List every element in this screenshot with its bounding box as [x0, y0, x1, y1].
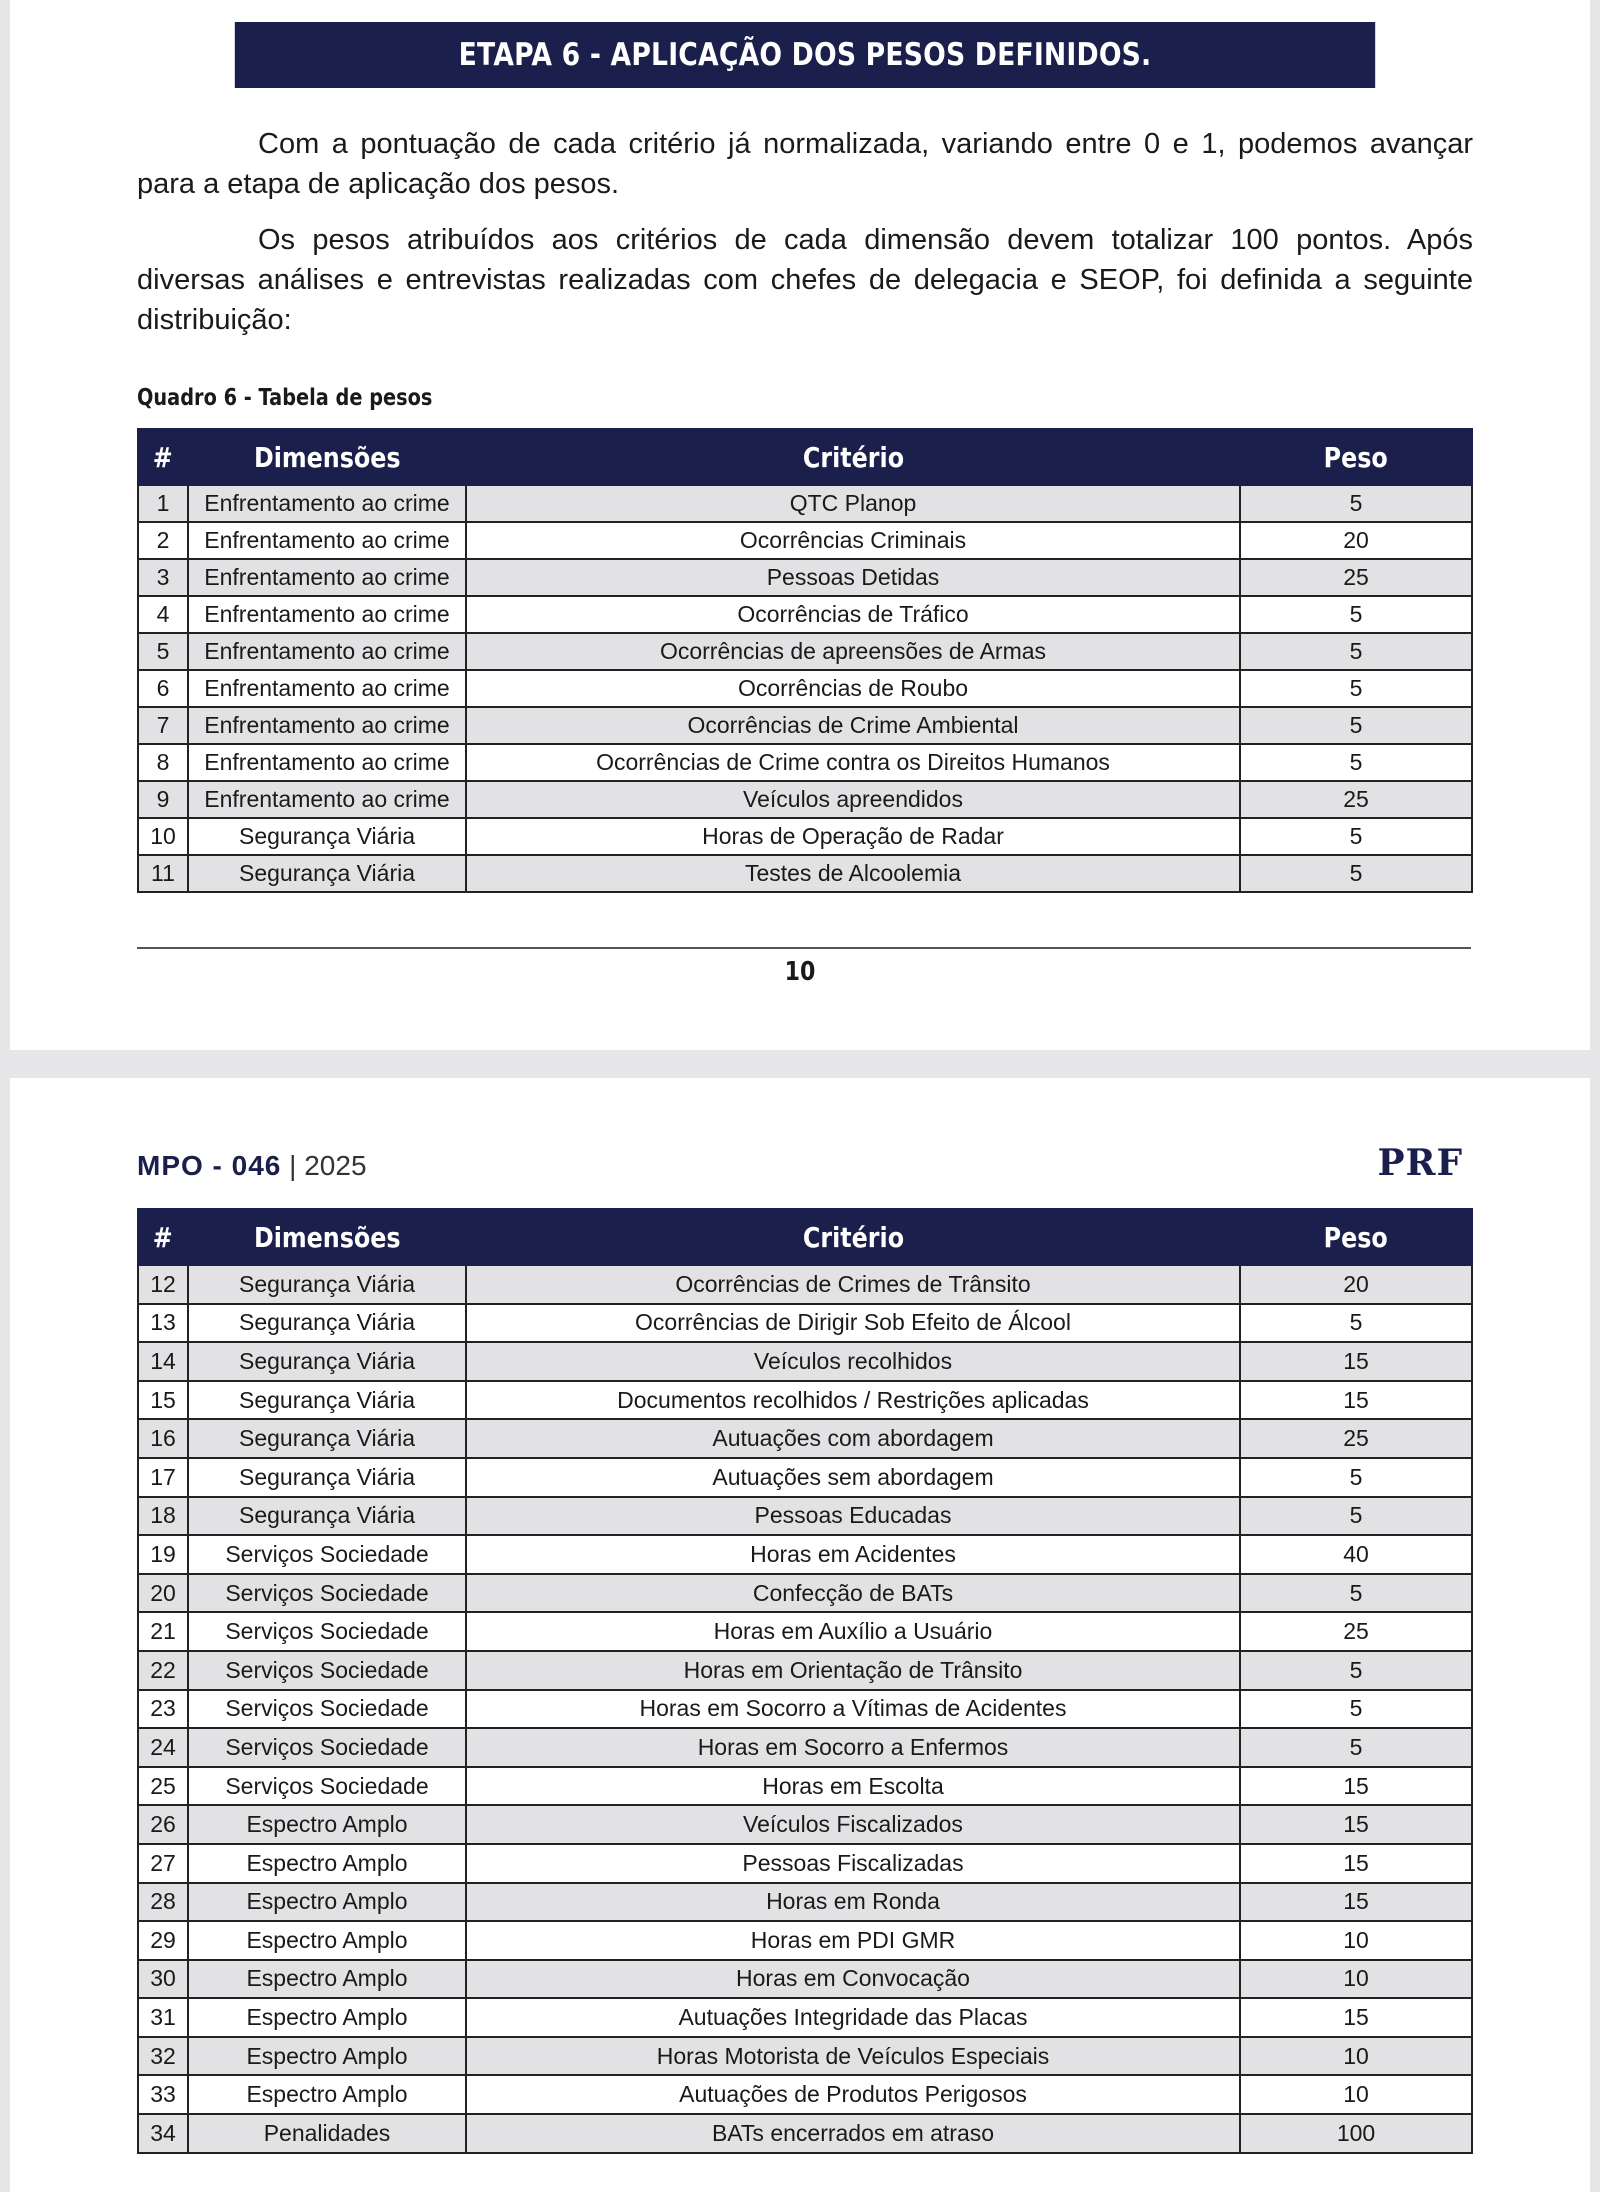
cell-criterion: Pessoas Educadas [466, 1497, 1240, 1536]
header-weight: Peso [1240, 1209, 1472, 1265]
cell-number: 28 [138, 1883, 188, 1922]
cell-weight: 5 [1240, 855, 1472, 892]
table-row [138, 781, 1472, 818]
cell-number: 4 [138, 596, 188, 633]
table-row [138, 559, 1472, 596]
table-row [138, 485, 1472, 522]
cell-criterion: Ocorrências de apreensões de Armas [466, 633, 1240, 670]
cell-dimension: Serviços Sociedade [188, 1574, 466, 1613]
cell-number: 17 [138, 1458, 188, 1497]
doc-code-separator: | [289, 1150, 297, 1181]
cell-number: 25 [138, 1767, 188, 1806]
banner-corner-mark [1450, 20, 1456, 26]
cell-dimension: Enfrentamento ao crime [188, 781, 466, 818]
cell-dimension: Segurança Viária [188, 818, 466, 855]
header-number: # [138, 429, 188, 485]
cell-criterion: Horas em Socorro a Vítimas de Acidentes [466, 1690, 1240, 1729]
cell-weight: 15 [1240, 1998, 1472, 2037]
cell-number: 7 [138, 707, 188, 744]
cell-number: 23 [138, 1690, 188, 1729]
table-row [138, 1612, 1472, 1651]
cell-weight: 5 [1240, 1651, 1472, 1690]
table-row [138, 596, 1472, 633]
cell-criterion: Autuações de Produtos Perigosos [466, 2075, 1240, 2114]
cell-criterion: Horas em PDI GMR [466, 1921, 1240, 1960]
table-row [138, 1805, 1472, 1844]
cell-weight: 15 [1240, 1767, 1472, 1806]
cell-criterion: Veículos Fiscalizados [466, 1805, 1240, 1844]
banner-corner-mark [160, 20, 166, 26]
header-dimensions: Dimensões [188, 1209, 466, 1265]
section-banner-wrap [10, 0, 1590, 100]
document-page-2 [10, 1078, 1590, 2192]
cell-number: 33 [138, 2075, 188, 2114]
cell-weight: 15 [1240, 1883, 1472, 1922]
cell-criterion: Documentos recolhidos / Restrições aplicadas [466, 1381, 1240, 1420]
cell-weight: 5 [1240, 596, 1472, 633]
table-row [138, 818, 1472, 855]
cell-weight: 5 [1240, 1458, 1472, 1497]
table-row [138, 1497, 1472, 1536]
cell-criterion: Horas em Convocação [466, 1960, 1240, 1999]
intro-paragraph: Com a pontuação de cada critério já normalizada, variando entre 0 e 1, podemos avançar para a etapa de aplicação dos pesos. [137, 128, 1473, 200]
cell-dimension: Espectro Amplo [188, 1998, 466, 2037]
footer-rule [137, 947, 1471, 949]
cell-criterion: Ocorrências de Roubo [466, 670, 1240, 707]
table-row [138, 1844, 1472, 1883]
table-row [138, 1767, 1472, 1806]
cell-dimension: Serviços Sociedade [188, 1690, 466, 1729]
cell-criterion: Ocorrências de Crime Ambiental [466, 707, 1240, 744]
cell-dimension: Espectro Amplo [188, 1844, 466, 1883]
cell-criterion: Horas em Ronda [466, 1883, 1240, 1922]
cell-number: 27 [138, 1844, 188, 1883]
cell-criterion: Ocorrências de Crimes de Trânsito [466, 1265, 1240, 1304]
table-row [138, 1304, 1472, 1343]
cell-weight: 15 [1240, 1844, 1472, 1883]
table-row [138, 855, 1472, 892]
cell-weight: 100 [1240, 2114, 1472, 2153]
table-row [138, 1921, 1472, 1960]
table-row [138, 1419, 1472, 1458]
cell-weight: 10 [1240, 2037, 1472, 2076]
cell-criterion: Horas em Escolta [466, 1767, 1240, 1806]
cell-number: 26 [138, 1805, 188, 1844]
cell-criterion: Horas Motorista de Veículos Especiais [466, 2037, 1240, 2076]
cell-weight: 5 [1240, 1690, 1472, 1729]
cell-dimension: Segurança Viária [188, 1497, 466, 1536]
cell-weight: 10 [1240, 1960, 1472, 1999]
cell-weight: 5 [1240, 1304, 1472, 1343]
cell-criterion: Pessoas Fiscalizadas [466, 1844, 1240, 1883]
cell-number: 22 [138, 1651, 188, 1690]
cell-criterion: Confecção de BATs [466, 1574, 1240, 1613]
cell-weight: 5 [1240, 1728, 1472, 1767]
header-criterion: Critério [466, 1209, 1240, 1265]
table-header-row [138, 1209, 1472, 1265]
document-page-1 [10, 0, 1590, 1050]
cell-number: 1 [138, 485, 188, 522]
cell-number: 8 [138, 744, 188, 781]
table-row [138, 1690, 1472, 1729]
cell-weight: 25 [1240, 1419, 1472, 1458]
table-row [138, 2075, 1472, 2114]
table-row [138, 1265, 1472, 1304]
weights-paragraph: Os pesos atribuídos aos critérios de cada dimensão devem totalizar 100 pontos. Após diversas análises e entrevistas realizadas com chefes de delegacia e SEOP, foi definida a seguinte distribuição: [137, 224, 1473, 336]
table-row [138, 670, 1472, 707]
cell-weight: 20 [1240, 1265, 1472, 1304]
cell-weight: 5 [1240, 670, 1472, 707]
cell-dimension: Segurança Viária [188, 1304, 466, 1343]
cell-criterion: Ocorrências de Tráfico [466, 596, 1240, 633]
cell-weight: 15 [1240, 1342, 1472, 1381]
cell-criterion: Horas em Socorro a Enfermos [466, 1728, 1240, 1767]
section-title: ETAPA 6 - APLICAÇÃO DOS PESOS DEFINIDOS. [458, 37, 1152, 73]
table-row [138, 1342, 1472, 1381]
table-row [138, 1381, 1472, 1420]
table-row [138, 633, 1472, 670]
table-row [138, 1574, 1472, 1613]
table-row [138, 1998, 1472, 2037]
cell-dimension: Espectro Amplo [188, 1883, 466, 1922]
cell-weight: 20 [1240, 522, 1472, 559]
cell-criterion: Autuações Integridade das Placas [466, 1998, 1240, 2037]
table-row [138, 2114, 1472, 2153]
cell-number: 32 [138, 2037, 188, 2076]
cell-number: 18 [138, 1497, 188, 1536]
cell-dimension: Segurança Viária [188, 1265, 466, 1304]
table-row [138, 707, 1472, 744]
cell-weight: 10 [1240, 2075, 1472, 2114]
cell-dimension: Espectro Amplo [188, 1960, 466, 1999]
cell-weight: 5 [1240, 744, 1472, 781]
cell-dimension: Enfrentamento ao crime [188, 633, 466, 670]
cell-dimension: Espectro Amplo [188, 1805, 466, 1844]
cell-weight: 10 [1240, 1921, 1472, 1960]
cell-number: 19 [138, 1535, 188, 1574]
cell-number: 34 [138, 2114, 188, 2153]
cell-number: 20 [138, 1574, 188, 1613]
cell-criterion: Veículos apreendidos [466, 781, 1240, 818]
cell-number: 24 [138, 1728, 188, 1767]
table-row [138, 1883, 1472, 1922]
cell-dimension: Serviços Sociedade [188, 1767, 466, 1806]
cell-weight: 5 [1240, 1497, 1472, 1536]
cell-dimension: Enfrentamento ao crime [188, 522, 466, 559]
table-row [138, 1728, 1472, 1767]
prf-logo-text: PRF [1377, 1142, 1463, 1184]
cell-weight: 5 [1240, 707, 1472, 744]
cell-number: 2 [138, 522, 188, 559]
table-row [138, 1535, 1472, 1574]
cell-dimension: Enfrentamento ao crime [188, 596, 466, 633]
cell-criterion: Ocorrências de Crime contra os Direitos Humanos [466, 744, 1240, 781]
section-banner [235, 22, 1375, 88]
cell-weight: 5 [1240, 633, 1472, 670]
header-criterion: Critério [466, 429, 1240, 485]
cell-dimension: Espectro Amplo [188, 2037, 466, 2076]
cell-weight: 25 [1240, 559, 1472, 596]
cell-criterion: BATs encerrados em atraso [466, 2114, 1240, 2153]
table-row [138, 1458, 1472, 1497]
table-row [138, 2037, 1472, 2076]
cell-criterion: QTC Planop [466, 485, 1240, 522]
cell-weight: 5 [1240, 485, 1472, 522]
cell-dimension: Espectro Amplo [188, 1921, 466, 1960]
cell-number: 11 [138, 855, 188, 892]
banner-corner-mark [160, 82, 166, 88]
cell-dimension: Segurança Viária [188, 1381, 466, 1420]
cell-number: 12 [138, 1265, 188, 1304]
cell-criterion: Ocorrências de Dirigir Sob Efeito de Álcool [466, 1304, 1240, 1343]
cell-weight: 15 [1240, 1381, 1472, 1420]
cell-dimension: Segurança Viária [188, 855, 466, 892]
table-caption: Quadro 6 - Tabela de pesos [137, 385, 433, 411]
cell-number: 31 [138, 1998, 188, 2037]
cell-dimension: Segurança Viária [188, 1458, 466, 1497]
cell-number: 3 [138, 559, 188, 596]
cell-criterion: Ocorrências Criminais [466, 522, 1240, 559]
cell-number: 5 [138, 633, 188, 670]
cell-dimension: Segurança Viária [188, 1342, 466, 1381]
table-row [138, 1651, 1472, 1690]
page-number: 10 [784, 957, 816, 987]
cell-weight: 40 [1240, 1535, 1472, 1574]
document-code [137, 1150, 367, 1182]
weights-table-part-2 [137, 1208, 1473, 2154]
cell-number: 30 [138, 1960, 188, 1999]
cell-dimension: Enfrentamento ao crime [188, 707, 466, 744]
cell-number: 21 [138, 1612, 188, 1651]
table-row [138, 744, 1472, 781]
cell-criterion: Pessoas Detidas [466, 559, 1240, 596]
cell-criterion: Horas em Acidentes [466, 1535, 1240, 1574]
table-header-row [138, 429, 1472, 485]
header-weight: Peso [1240, 429, 1472, 485]
cell-weight: 5 [1240, 1574, 1472, 1613]
cell-dimension: Segurança Viária [188, 1419, 466, 1458]
header-dimensions: Dimensões [188, 429, 466, 485]
cell-number: 10 [138, 818, 188, 855]
cell-number: 13 [138, 1304, 188, 1343]
doc-year: 2025 [304, 1150, 367, 1181]
cell-dimension: Serviços Sociedade [188, 1612, 466, 1651]
cell-number: 16 [138, 1419, 188, 1458]
cell-criterion: Veículos recolhidos [466, 1342, 1240, 1381]
cell-number: 6 [138, 670, 188, 707]
cell-dimension: Espectro Amplo [188, 2075, 466, 2114]
doc-code-label: MPO - 046 [137, 1150, 282, 1181]
cell-number: 15 [138, 1381, 188, 1420]
cell-weight: 5 [1240, 818, 1472, 855]
cell-number: 14 [138, 1342, 188, 1381]
cell-weight: 25 [1240, 781, 1472, 818]
cell-criterion: Horas em Orientação de Trânsito [466, 1651, 1240, 1690]
cell-dimension: Enfrentamento ao crime [188, 744, 466, 781]
cell-criterion: Autuações com abordagem [466, 1419, 1240, 1458]
cell-number: 9 [138, 781, 188, 818]
cell-criterion: Horas de Operação de Radar [466, 818, 1240, 855]
table-row [138, 522, 1472, 559]
cell-weight: 25 [1240, 1612, 1472, 1651]
cell-dimension: Penalidades [188, 2114, 466, 2153]
cell-dimension: Serviços Sociedade [188, 1535, 466, 1574]
cell-criterion: Autuações sem abordagem [466, 1458, 1240, 1497]
cell-dimension: Enfrentamento ao crime [188, 485, 466, 522]
cell-number: 29 [138, 1921, 188, 1960]
cell-criterion: Horas em Auxílio a Usuário [466, 1612, 1240, 1651]
cell-dimension: Enfrentamento ao crime [188, 559, 466, 596]
cell-weight: 15 [1240, 1805, 1472, 1844]
cell-dimension: Enfrentamento ao crime [188, 670, 466, 707]
table-row [138, 1960, 1472, 1999]
cell-dimension: Serviços Sociedade [188, 1651, 466, 1690]
weights-table-part-1 [137, 428, 1473, 893]
header-number: # [138, 1209, 188, 1265]
cell-dimension: Serviços Sociedade [188, 1728, 466, 1767]
banner-corner-mark [1450, 82, 1456, 88]
cell-criterion: Testes de Alcoolemia [466, 855, 1240, 892]
